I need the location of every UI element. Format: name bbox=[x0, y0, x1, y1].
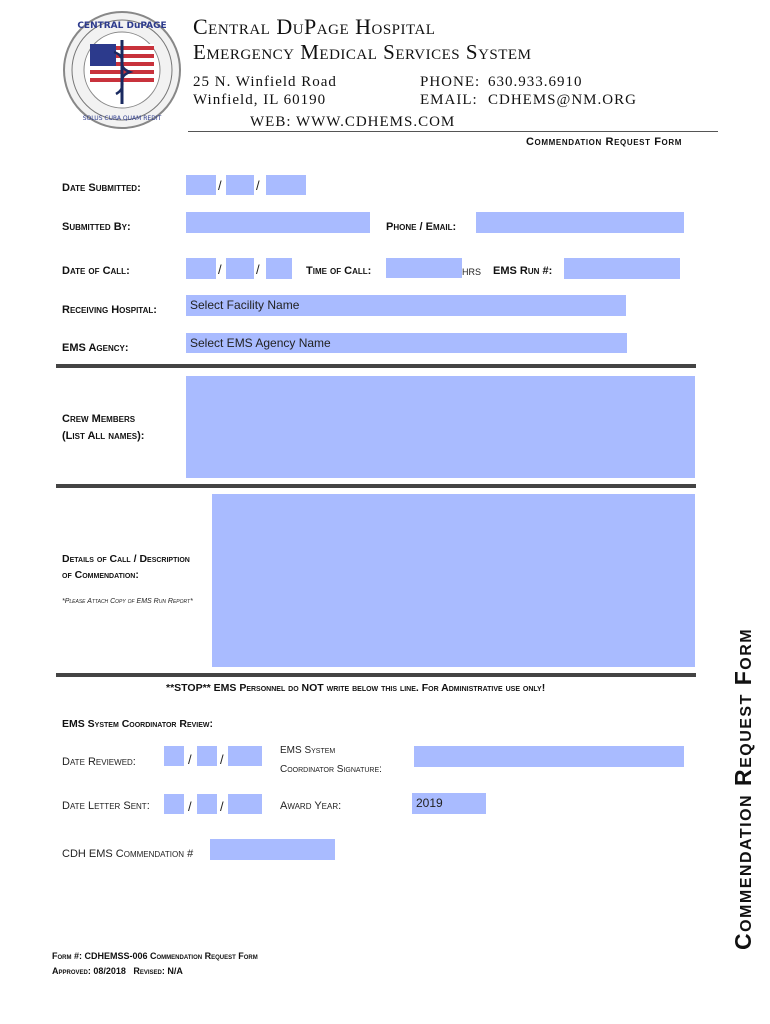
crew-members-field[interactable] bbox=[186, 376, 695, 478]
email-value: CDHEMS@NM.ORG bbox=[488, 92, 637, 108]
ems-agency-label: EMS Agency: bbox=[62, 342, 129, 354]
receiving-hospital-select[interactable]: Select Facility Name bbox=[186, 295, 626, 316]
svg-text:CENTRAL DuPAGE: CENTRAL DuPAGE bbox=[77, 21, 167, 31]
review-heading: EMS System Coordinator Review: bbox=[62, 718, 214, 730]
ems-system-name: Emergency Medical Services System bbox=[193, 40, 532, 64]
crew-members-label: Crew Members bbox=[62, 413, 136, 425]
time-of-call-field[interactable] bbox=[386, 258, 462, 278]
ems-run-label: EMS Run #: bbox=[493, 265, 553, 277]
date-letter-sent-month[interactable] bbox=[164, 794, 184, 814]
award-year-label: Award Year: bbox=[280, 800, 342, 812]
submitted-by-label: Submitted By: bbox=[62, 221, 131, 233]
details-sublabel: of Commendation: bbox=[62, 569, 139, 581]
date-letter-sent-label: Date Letter Sent: bbox=[62, 800, 150, 812]
phone-email-label: Phone / Email: bbox=[386, 221, 457, 233]
phone-email-field[interactable] bbox=[476, 212, 684, 233]
hrs-label: HRS bbox=[462, 267, 482, 277]
details-label: Details of Call / Description bbox=[62, 553, 190, 565]
time-of-call-label: Time of Call: bbox=[306, 265, 372, 277]
date-slash: / bbox=[256, 178, 260, 193]
date-submitted-year[interactable] bbox=[266, 175, 306, 195]
date-of-call-day[interactable] bbox=[226, 258, 254, 279]
stop-notice: **STOP** EMS Personnel do NOT write below this line. For Administrative use only! bbox=[166, 682, 546, 694]
attach-note: *Please Attach Copy of EMS Run Report* bbox=[62, 598, 193, 605]
date-reviewed-day[interactable] bbox=[197, 746, 217, 766]
date-slash: / bbox=[188, 752, 192, 767]
submitted-by-field[interactable] bbox=[186, 212, 370, 233]
date-letter-sent-day[interactable] bbox=[197, 794, 217, 814]
coordinator-signature-sublabel: Coordinator Signature: bbox=[280, 764, 382, 775]
address-line-1: 25 N. Winfield Road bbox=[193, 74, 337, 90]
svg-text:SOLUS CURA QUAM REDIT: SOLUS CURA QUAM REDIT bbox=[82, 115, 162, 122]
date-slash: / bbox=[188, 799, 192, 814]
coordinator-signature-field[interactable] bbox=[414, 746, 684, 767]
logo-seal bbox=[56, 8, 188, 132]
commendation-number-label: CDH EMS Commendation # bbox=[62, 848, 194, 860]
receiving-hospital-label: Receiving Hospital: bbox=[62, 304, 157, 316]
website: WEB: WWW.CDHEMS.COM bbox=[250, 114, 456, 130]
details-field[interactable] bbox=[212, 494, 695, 667]
header-rule bbox=[188, 131, 718, 132]
date-submitted-label: Date Submitted: bbox=[62, 182, 141, 194]
date-submitted-day[interactable] bbox=[226, 175, 254, 195]
date-reviewed-year[interactable] bbox=[228, 746, 262, 766]
coordinator-signature-label: EMS System bbox=[280, 745, 336, 756]
ems-run-field[interactable] bbox=[564, 258, 680, 279]
date-slash: / bbox=[220, 752, 224, 767]
footer-approved: Approved: 08/2018 Revised: N/A bbox=[52, 966, 183, 976]
hospital-name: Central DuPage Hospital bbox=[193, 14, 436, 39]
award-year-field[interactable]: 2019 bbox=[412, 793, 486, 814]
email-label: EMAIL: bbox=[420, 92, 478, 108]
crew-members-sublabel: (List All names): bbox=[62, 430, 145, 442]
date-reviewed-month[interactable] bbox=[164, 746, 184, 766]
date-letter-sent-year[interactable] bbox=[228, 794, 262, 814]
side-title-text: Commendation Request Form bbox=[730, 627, 756, 950]
date-of-call-year[interactable] bbox=[266, 258, 292, 279]
section-divider bbox=[56, 364, 696, 368]
date-slash: / bbox=[256, 262, 260, 277]
address-line-2: Winfield, IL 60190 bbox=[193, 92, 327, 108]
footer-form-number: Form #: CDHEMSS-006 Commendation Request Form bbox=[52, 951, 258, 961]
phone-label: PHONE: bbox=[420, 74, 481, 90]
date-of-call-label: Date of Call: bbox=[62, 265, 130, 277]
form-title: Commendation Request Form bbox=[526, 136, 683, 148]
date-submitted-month[interactable] bbox=[186, 175, 216, 195]
section-divider bbox=[56, 673, 696, 677]
date-slash: / bbox=[218, 178, 222, 193]
ems-agency-select[interactable]: Select EMS Agency Name bbox=[186, 333, 627, 353]
date-slash: / bbox=[220, 799, 224, 814]
date-reviewed-label: Date Reviewed: bbox=[62, 756, 136, 768]
date-of-call-month[interactable] bbox=[186, 258, 216, 279]
section-divider bbox=[56, 484, 696, 488]
side-title bbox=[730, 490, 756, 950]
phone-value: 630.933.6910 bbox=[488, 74, 583, 90]
date-slash: / bbox=[218, 262, 222, 277]
commendation-number-field[interactable] bbox=[210, 839, 335, 860]
